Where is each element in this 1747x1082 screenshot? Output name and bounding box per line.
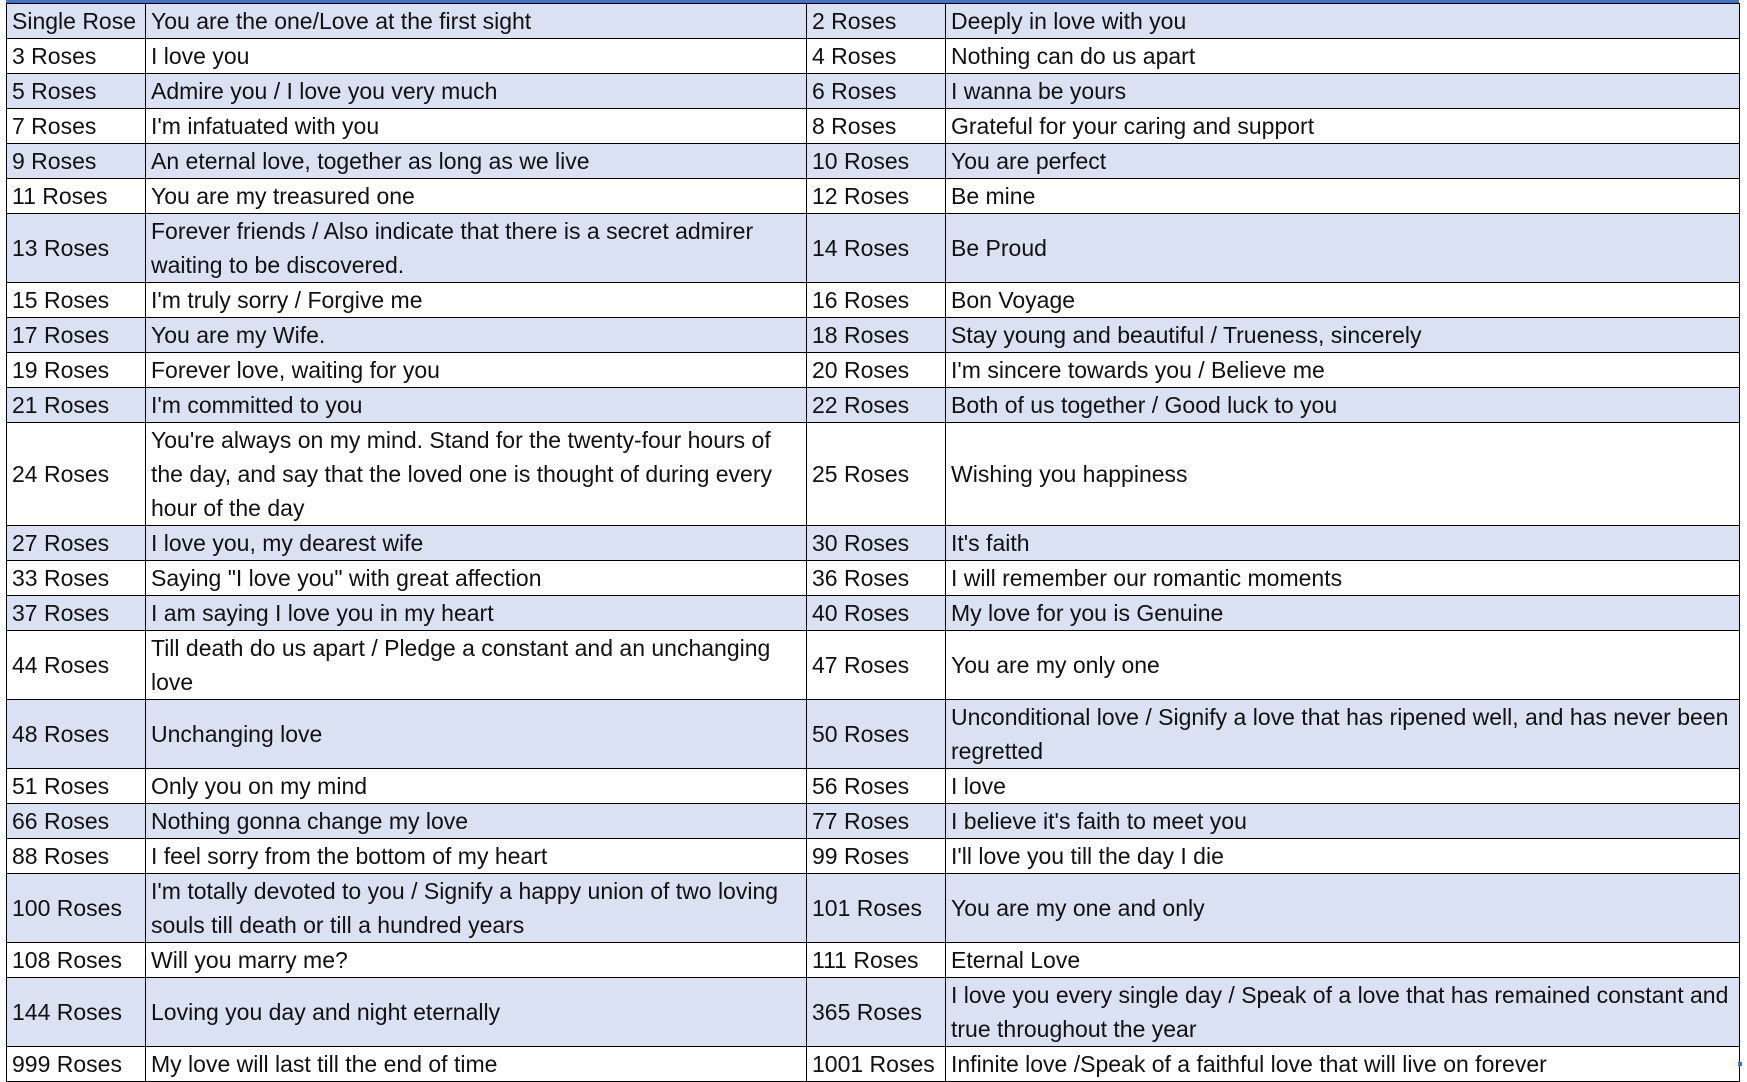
rose-meaning-cell[interactable]: Stay young and beautiful / Trueness, sincerely	[946, 318, 1740, 353]
rose-count-cell[interactable]: 20 Roses	[807, 353, 946, 388]
table-row	[7, 353, 1740, 388]
rose-count-cell[interactable]: 100 Roses	[7, 874, 146, 943]
table-row	[7, 596, 1740, 631]
rose-count-cell[interactable]: 22 Roses	[807, 388, 946, 423]
rose-count-cell[interactable]: Single Rose	[7, 4, 146, 39]
rose-meaning-cell[interactable]: You're always on my mind. Stand for the twenty-four hours of the day, and say that the loved one is thought of during every hour of the day	[146, 423, 807, 526]
table-row	[7, 109, 1740, 144]
rose-count-cell[interactable]: 99 Roses	[807, 839, 946, 874]
rose-count-cell[interactable]: 10 Roses	[807, 144, 946, 179]
rose-meaning-cell[interactable]: I love you	[146, 39, 807, 74]
rose-meaning-cell[interactable]: I'm sincere towards you / Believe me	[946, 353, 1740, 388]
table-row	[7, 318, 1740, 353]
rose-count-cell[interactable]: 2 Roses	[807, 4, 946, 39]
table-row	[7, 874, 1740, 943]
rose-meaning-cell[interactable]: You are my one and only	[946, 874, 1740, 943]
rose-meaning-cell[interactable]: Eternal Love	[946, 943, 1740, 978]
rose-count-cell[interactable]: 19 Roses	[7, 353, 146, 388]
rose-meaning-cell[interactable]: Be mine	[946, 179, 1740, 214]
rose-meaning-cell[interactable]: An eternal love, together as long as we live	[146, 144, 807, 179]
rose-count-cell[interactable]: 9 Roses	[7, 144, 146, 179]
table-row	[7, 1047, 1740, 1082]
table-row	[7, 804, 1740, 839]
rose-count-cell[interactable]: 101 Roses	[807, 874, 946, 943]
table-body	[7, 4, 1740, 1082]
spreadsheet-area	[6, 3, 1740, 1082]
table-row	[7, 526, 1740, 561]
rose-meaning-cell[interactable]: I love you, my dearest wife	[146, 526, 807, 561]
rose-count-cell[interactable]: 33 Roses	[7, 561, 146, 596]
rose-meaning-cell[interactable]: You are my treasured one	[146, 179, 807, 214]
table-row	[7, 214, 1740, 283]
rose-meaning-cell[interactable]: Infinite love /Speak of a faithful love that will live on forever	[946, 1047, 1740, 1082]
rose-meaning-cell[interactable]: Unconditional love / Signify a love that has ripened well, and has never been regretted	[946, 700, 1740, 769]
rose-meaning-cell[interactable]: I feel sorry from the bottom of my heart	[146, 839, 807, 874]
table-row	[7, 144, 1740, 179]
rose-count-cell[interactable]: 8 Roses	[807, 109, 946, 144]
rose-count-cell[interactable]: 47 Roses	[807, 631, 946, 700]
rose-meaning-cell[interactable]: I love	[946, 769, 1740, 804]
rose-meaning-cell[interactable]: Bon Voyage	[946, 283, 1740, 318]
rose-meaning-cell[interactable]: You are perfect	[946, 144, 1740, 179]
rose-count-cell[interactable]: 6 Roses	[807, 74, 946, 109]
table-row	[7, 631, 1740, 700]
rose-count-cell[interactable]: 144 Roses	[7, 978, 146, 1047]
rose-count-cell[interactable]: 4 Roses	[807, 39, 946, 74]
rose-count-cell[interactable]: 50 Roses	[807, 700, 946, 769]
rose-count-cell[interactable]: 14 Roses	[807, 214, 946, 283]
table-row	[7, 839, 1740, 874]
rose-count-cell[interactable]: 18 Roses	[807, 318, 946, 353]
rose-meaning-cell[interactable]: You are the one/Love at the first sight	[146, 4, 807, 39]
rose-count-cell[interactable]: 56 Roses	[807, 769, 946, 804]
rose-count-cell[interactable]: 7 Roses	[7, 109, 146, 144]
table-row	[7, 978, 1740, 1047]
table-row	[7, 39, 1740, 74]
rose-meaning-cell[interactable]: Both of us together / Good luck to you	[946, 388, 1740, 423]
rose-count-cell[interactable]: 21 Roses	[7, 388, 146, 423]
table-row	[7, 423, 1740, 526]
rose-count-cell[interactable]: 27 Roses	[7, 526, 146, 561]
table-row	[7, 943, 1740, 978]
rose-meaning-cell[interactable]: Unchanging love	[146, 700, 807, 769]
rose-meaning-cell[interactable]: I'll love you till the day I die	[946, 839, 1740, 874]
rose-meaning-cell[interactable]: Till death do us apart / Pledge a constant and an unchanging love	[146, 631, 807, 700]
rose-count-cell[interactable]: 36 Roses	[807, 561, 946, 596]
rose-meaning-cell[interactable]: You are my Wife.	[146, 318, 807, 353]
rose-count-cell[interactable]: 11 Roses	[7, 179, 146, 214]
rose-meaning-cell[interactable]: I will remember our romantic moments	[946, 561, 1740, 596]
rose-meaning-cell[interactable]: I'm totally devoted to you / Signify a happy union of two loving souls till death or till a hundred years	[146, 874, 807, 943]
table-row	[7, 561, 1740, 596]
rose-count-cell[interactable]: 66 Roses	[7, 804, 146, 839]
rose-meaning-cell[interactable]: I'm truly sorry / Forgive me	[146, 283, 807, 318]
rose-meaning-cell[interactable]: Loving you day and night eternally	[146, 978, 807, 1047]
rose-count-cell[interactable]: 13 Roses	[7, 214, 146, 283]
rose-count-cell[interactable]: 24 Roses	[7, 423, 146, 526]
rose-meaning-cell[interactable]: Deeply in love with you	[946, 4, 1740, 39]
table-row	[7, 388, 1740, 423]
rose-count-cell[interactable]: 40 Roses	[807, 596, 946, 631]
rose-meaning-cell[interactable]: Only you on my mind	[146, 769, 807, 804]
rose-meaning-cell[interactable]: Will you marry me?	[146, 943, 807, 978]
rose-meaning-cell[interactable]: I'm infatuated with you	[146, 109, 807, 144]
rose-count-cell[interactable]: 111 Roses	[807, 943, 946, 978]
rose-meaning-cell[interactable]: Forever friends / Also indicate that there is a secret admirer waiting to be discovered.	[146, 214, 807, 283]
table-row	[7, 179, 1740, 214]
table-row	[7, 769, 1740, 804]
rose-meaning-cell[interactable]: I believe it's faith to meet you	[946, 804, 1740, 839]
rose-meaning-cell[interactable]: It's faith	[946, 526, 1740, 561]
selection-fill-handle[interactable]	[1738, 1062, 1742, 1066]
rose-count-cell[interactable]: 48 Roses	[7, 700, 146, 769]
rose-meaning-cell[interactable]: Be Proud	[946, 214, 1740, 283]
rose-count-cell[interactable]: 30 Roses	[807, 526, 946, 561]
rose-count-cell[interactable]: 51 Roses	[7, 769, 146, 804]
rose-count-cell[interactable]: 108 Roses	[7, 943, 146, 978]
rose-meaning-cell[interactable]: My love will last till the end of time	[146, 1047, 807, 1082]
rose-meaning-cell[interactable]: I love you every single day / Speak of a love that has remained constant and true throughout the year	[946, 978, 1740, 1047]
table-row	[7, 74, 1740, 109]
rose-meaning-cell[interactable]: Nothing gonna change my love	[146, 804, 807, 839]
rose-meaning-cell[interactable]: Wishing you happiness	[946, 423, 1740, 526]
rose-count-cell[interactable]: 37 Roses	[7, 596, 146, 631]
rose-meaning-cell[interactable]: Saying "I love you" with great affection	[146, 561, 807, 596]
rose-count-cell[interactable]: 1001 Roses	[807, 1047, 946, 1082]
rose-meaning-cell[interactable]: Nothing can do us apart	[946, 39, 1740, 74]
rose-count-cell[interactable]: 25 Roses	[807, 423, 946, 526]
table-row	[7, 700, 1740, 769]
rose-count-cell[interactable]: 3 Roses	[7, 39, 146, 74]
rose-count-cell[interactable]: 5 Roses	[7, 74, 146, 109]
table-row	[7, 4, 1740, 39]
rose-meaning-cell[interactable]: Grateful for your caring and support	[946, 109, 1740, 144]
rose-count-cell[interactable]: 88 Roses	[7, 839, 146, 874]
rose-count-cell[interactable]: 12 Roses	[807, 179, 946, 214]
rose-count-cell[interactable]: 15 Roses	[7, 283, 146, 318]
rose-meaning-cell[interactable]: You are my only one	[946, 631, 1740, 700]
rose-count-cell[interactable]: 365 Roses	[807, 978, 946, 1047]
rose-meaning-cell[interactable]: Admire you / I love you very much	[146, 74, 807, 109]
rose-meaning-cell[interactable]: I am saying I love you in my heart	[146, 596, 807, 631]
rose-count-cell[interactable]: 77 Roses	[807, 804, 946, 839]
rose-count-cell[interactable]: 17 Roses	[7, 318, 146, 353]
rose-meanings-table	[6, 3, 1740, 1082]
rose-count-cell[interactable]: 44 Roses	[7, 631, 146, 700]
rose-meaning-cell[interactable]: I'm committed to you	[146, 388, 807, 423]
rose-count-cell[interactable]: 16 Roses	[807, 283, 946, 318]
table-row	[7, 283, 1740, 318]
rose-meaning-cell[interactable]: I wanna be yours	[946, 74, 1740, 109]
rose-meaning-cell[interactable]: My love for you is Genuine	[946, 596, 1740, 631]
rose-count-cell[interactable]: 999 Roses	[7, 1047, 146, 1082]
rose-meaning-cell[interactable]: Forever love, waiting for you	[146, 353, 807, 388]
